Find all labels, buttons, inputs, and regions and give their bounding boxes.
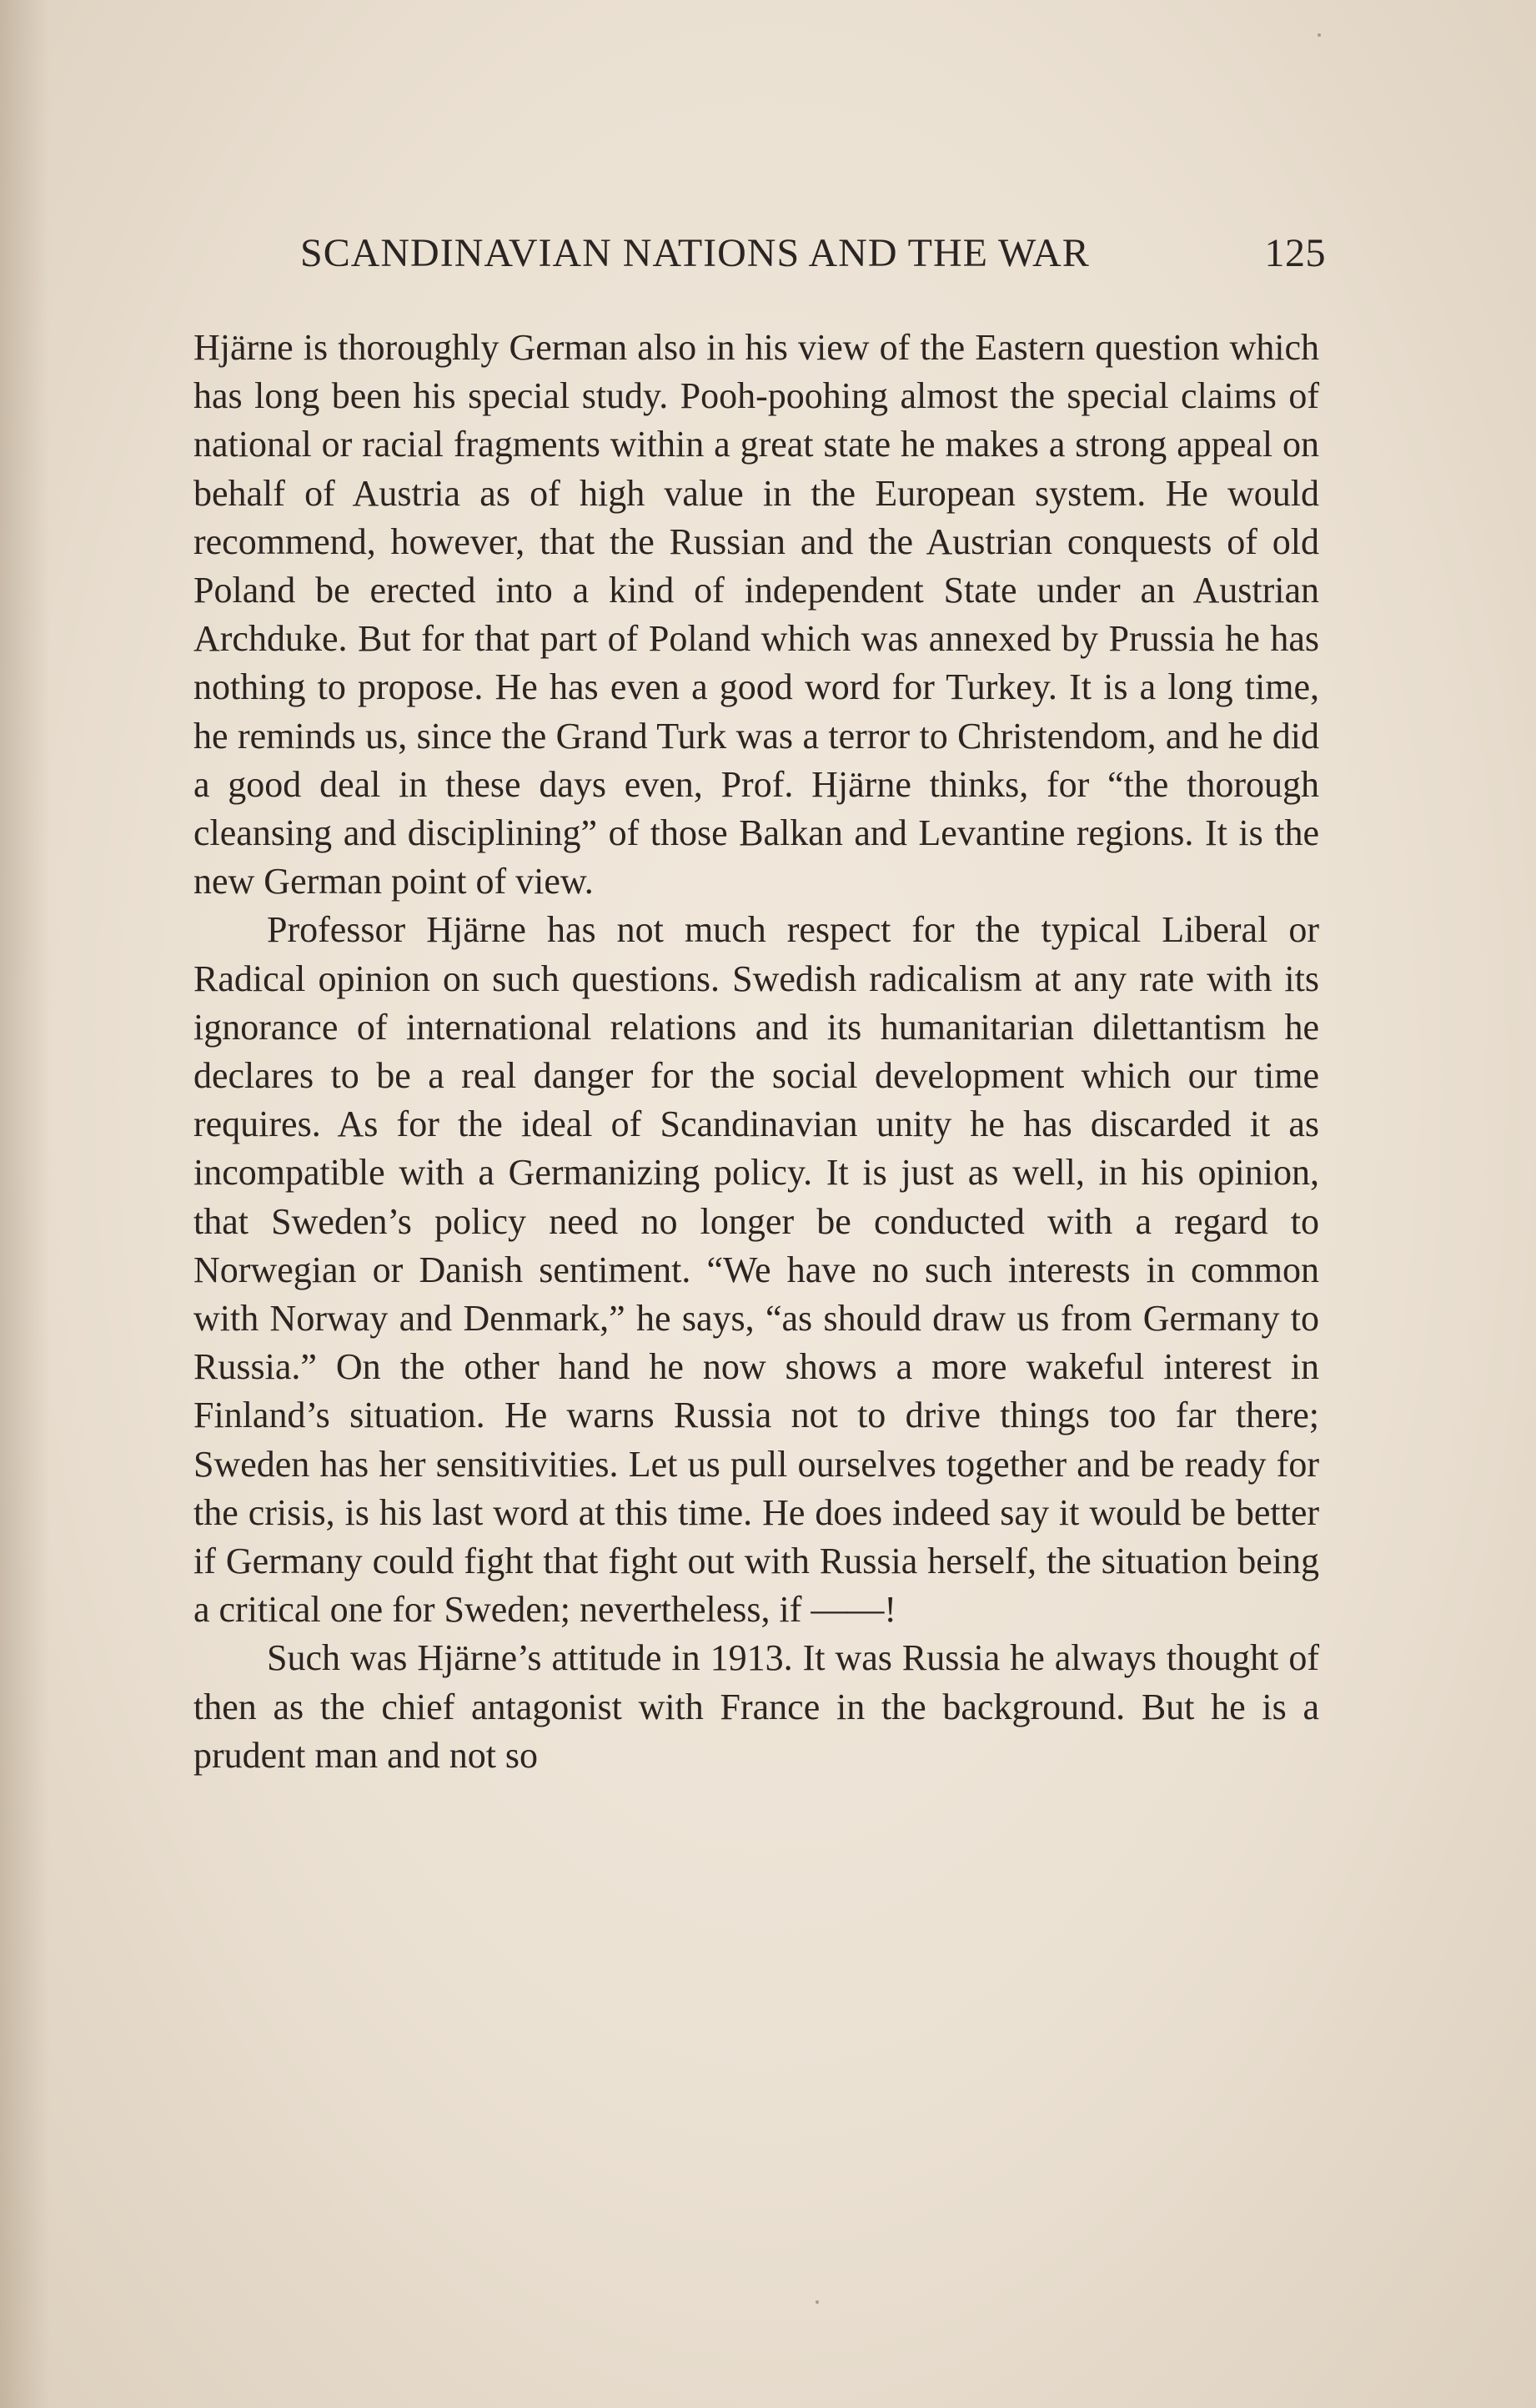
page-number: 125	[1264, 231, 1326, 275]
paragraph: Such was Hjärne’s attitude in 1913. It was Russia he always thought of then as the chief antagonist with France in the background. But he is a prudent man and not so	[193, 1637, 1319, 1776]
paper-speck	[1318, 33, 1321, 37]
running-head-title: SCANDINAVIAN NATIONS AND THE WAR	[300, 231, 1090, 275]
paper-speck	[816, 2300, 819, 2304]
paragraph: Professor Hjärne has not much respect for the typical Liberal or Radical opinion on such questions. Swedish radicalism at any rate with its ignorance of international relations and its humanitarian dilettantism he declares to be a real danger for the social development which our time requires. As for the ideal of Scandinavian unity he has discarded it as incompatible with a Germanizing policy. It is just as well, in his opinion, that Sweden’s policy need no longer be conducted with a regard to Norwegian or Danish sentiment. “We have no such interests in common with Norway and Denmark,” he says, “as should draw us from Germany to Russia.” On the other hand he now shows a more wakeful interest in Finland’s situation. He warns Russia not to drive things too far there; Sweden has her sensitivities. Let us pull ourselves together and be ready for the crisis, is his last word at this time. He does indeed say it would be better if Germany could fight that fight out with Russia herself, the situation being a critical one for Sweden; nevertheless, if ——!	[193, 909, 1319, 1631]
paragraph: Hjärne is thoroughly German also in his view of the Eastern question which has long been his special study. Pooh-poohing almost the special claims of national or racial fragments within a great state he makes a strong appeal on behalf of Austria as of high value in the European system. He would recommend, however, that the Russian and the Austrian conquests of old Poland be erected into a kind of independent State under an Austrian Archduke. But for that part of Poland which was annexed by Prussia he has nothing to propose. He has even a good word for Turkey. It is a long time, he reminds us, since the Grand Turk was a terror to Christendom, and he did a good deal in these days even, Prof. Hjärne thinks, for “the thorough cleansing and disciplining” of those Balkan and Levantine regions. It is the new German point of view.	[193, 327, 1319, 902]
body-text	[193, 324, 1319, 1780]
spine-shadow	[0, 0, 50, 2408]
running-head	[300, 230, 1326, 276]
